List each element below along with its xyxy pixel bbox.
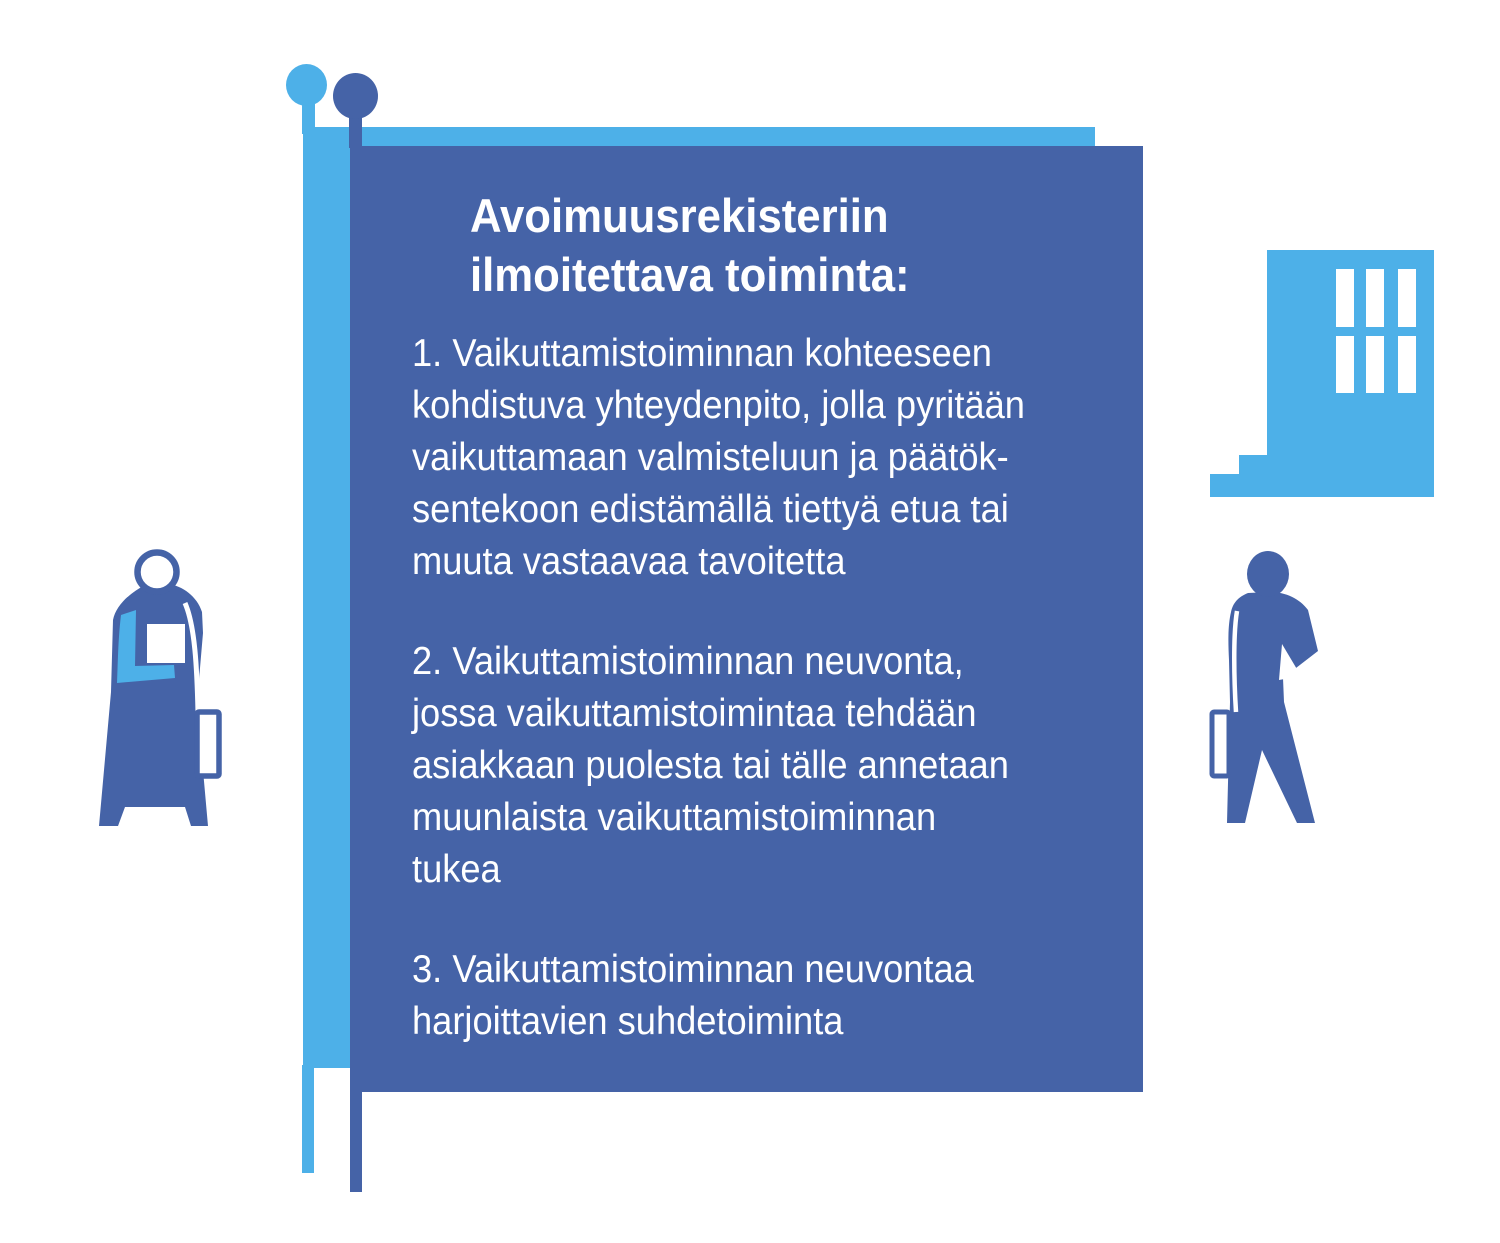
list-item-line: asiakkaan puolesta tai tälle annetaan (412, 744, 1009, 787)
light-flag-pole-bottom (302, 1065, 314, 1173)
reportable-activities-list (412, 328, 1025, 1096)
list-item-line: 2. Vaikuttamistoiminnan neuvonta, (412, 640, 964, 683)
list-item-line: muuta vastaavaa tavoitetta (412, 540, 846, 583)
list-item-3 (412, 944, 1025, 1048)
list-item-line: vaikuttamaan valmisteluun ja päätök- (412, 436, 1009, 479)
list-item-line: muunlaista vaikuttamistoiminnan (412, 796, 937, 839)
list-item-line: kohdistuva yhteydenpito, jolla pyritään (412, 384, 1025, 427)
list-item-2 (412, 636, 1025, 896)
list-item-line: sentekoon edistämällä tiettyä etua tai (412, 488, 1009, 531)
list-item-line: 1. Vaikuttamistoiminnan kohteeseen (412, 332, 992, 375)
page-title (470, 186, 910, 304)
dark-flag-finial-circle-icon (333, 73, 378, 119)
list-item-line: tukea (412, 848, 501, 891)
title-line: Avoimuusrekisteriin (470, 189, 889, 242)
person-holding-document-icon (85, 548, 225, 830)
person-walking-with-bag-icon (1208, 550, 1328, 832)
light-flag-finial-circle-icon (286, 64, 327, 106)
list-item-line: 3. Vaikuttamistoiminnan neuvontaa (412, 948, 974, 991)
list-item-1 (412, 328, 1025, 588)
list-item-line: harjoittavien suhdetoiminta (412, 1000, 844, 1043)
title-line: ilmoitettava toiminta: (470, 248, 910, 301)
office-building-icon (1210, 250, 1434, 497)
list-item-line: jossa vaikuttamistoimintaa tehdään (412, 692, 977, 735)
dark-flag-pole-bottom (350, 1090, 362, 1192)
